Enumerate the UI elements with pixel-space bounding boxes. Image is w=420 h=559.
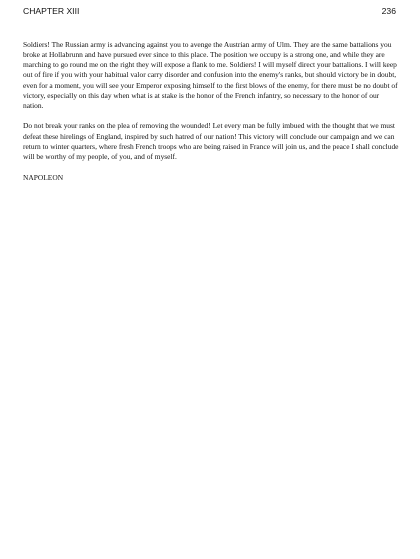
page-number: 236 xyxy=(381,6,396,16)
signature-napoleon: NAPOLEON xyxy=(23,172,64,182)
running-header xyxy=(23,4,396,18)
paragraph-orders: Do not break your ranks on the plea of removing the wounded! Let every man be fully imbued with the thought that we must defeat these hirelings of England, inspired by such hatred of our nation! This victory will conclude our campaign and we can return to winter quarters, where fresh French troops who are being raised in France will join us, and the peace I shall conclude will be worthy of my people, of you, and of myself. xyxy=(23,121,399,161)
chapter-heading: CHAPTER XIII xyxy=(23,6,80,16)
paragraph-proclamation: Soldiers! The Russian army is advancing against you to avenge the Austrian army of Ulm. They are the same battalions you broke at Hollabrunn and have pursued ever since to this place. The position we occupy is a strong one, and while they are marching to go round me on the right they will expose a flank to me. Soldiers! I will myself direct your battalions. I will keep out of fire if you with your habitual valor carry disorder and confusion into the enemy's ranks, but should victory be in doubt, even for a moment, you will see your Emperor exposing himself to the first blows of the enemy, for there must be no doubt of victory, especially on this day when what is at stake is the honor of the French infantry, so necessary to the honor of our nation. xyxy=(23,40,398,110)
body-text xyxy=(23,40,400,193)
